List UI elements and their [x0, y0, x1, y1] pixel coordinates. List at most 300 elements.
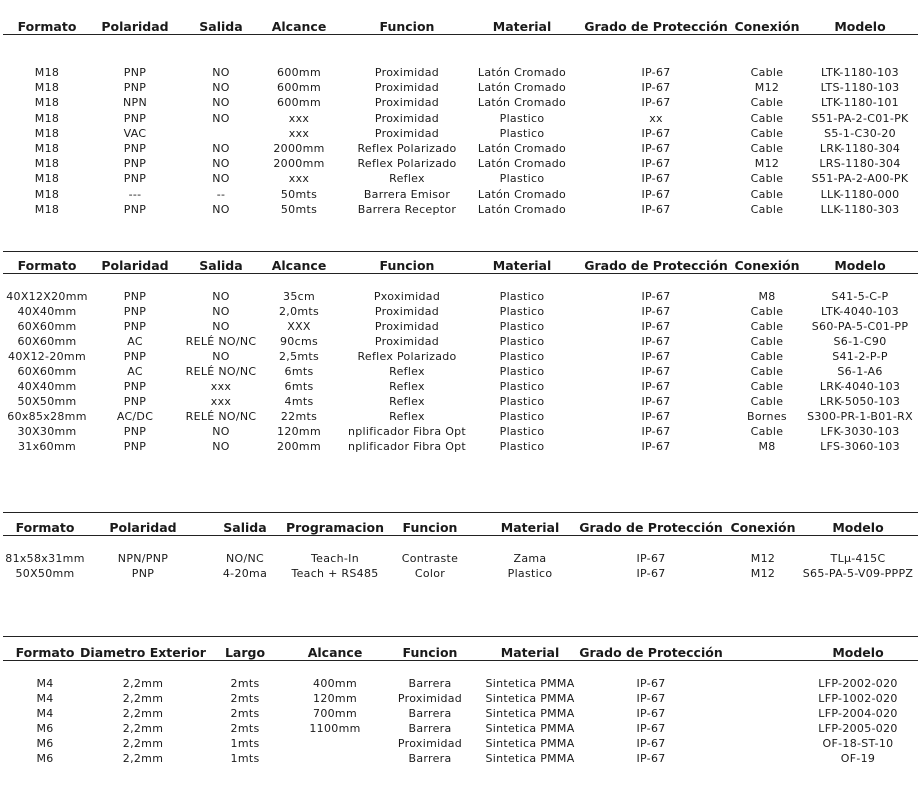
table-cell: LFS-3060-103: [820, 440, 900, 453]
table-cell: NO: [212, 320, 230, 333]
table-cell: IP-67: [641, 157, 671, 171]
table-cell: 2mts: [230, 707, 260, 720]
table-cell: Proximidad: [374, 305, 440, 318]
table-cell: LRK-1180-304: [819, 142, 901, 155]
table-cell: LFP-2004-020: [818, 707, 898, 720]
table-cell: Cable: [750, 187, 784, 201]
table-cell: NO: [212, 66, 230, 79]
table-cell: 50X50mm: [15, 567, 75, 580]
table-cell: Cable: [750, 335, 784, 348]
column-header: Modelo: [832, 645, 884, 660]
table-cell: Latón Cromado: [477, 96, 567, 110]
table-cell: Contraste: [401, 552, 459, 565]
table-header-row: [0, 19, 918, 35]
table-cell: PNP: [131, 567, 155, 580]
table-cell: 600mm: [277, 66, 321, 79]
column-header: Conexión: [730, 520, 796, 535]
table-cell: IP-67: [641, 425, 671, 438]
table-cell: Proximidad: [374, 111, 440, 125]
table-cell: 60X60mm: [17, 335, 77, 348]
table-cell: Cable: [750, 202, 784, 216]
table-cell: NO: [212, 142, 230, 155]
table-cell: Proximidad: [397, 737, 463, 750]
table-cell: IP-67: [641, 350, 671, 363]
table-cell: VAC: [123, 126, 147, 140]
table-cell: M6: [36, 722, 54, 735]
table-cell: S6-1-A6: [837, 365, 883, 378]
table-cell: Proximidad: [374, 66, 440, 79]
column-header: Grado de Protección: [584, 19, 728, 34]
table-cell: 200mm: [277, 440, 321, 453]
table-cell: IP-67: [641, 410, 671, 423]
table-cell: RELÉ NO/NC: [185, 335, 257, 348]
table-cell: 1mts: [230, 752, 260, 765]
table-cell: 2000mm: [273, 142, 325, 155]
table-header-row: [0, 520, 918, 536]
table-row: [0, 752, 918, 767]
table-cell: Plastico: [499, 335, 545, 348]
table-cell: 40X12-20mm: [8, 350, 86, 363]
table-cell: 22mts: [280, 410, 318, 423]
table-cell: Reflex Polarizado: [357, 350, 457, 363]
table-cell: LTK-1180-103: [821, 66, 899, 79]
column-header: Conexión: [734, 19, 800, 34]
table-cell: S300-PR-1-B01-RX: [807, 410, 913, 423]
table-cell: M12: [750, 567, 776, 580]
table-cell: NO: [212, 157, 230, 171]
column-header: Modelo: [834, 258, 886, 273]
table-cell: Reflex: [389, 410, 425, 423]
table-cell: Plastico: [499, 172, 545, 186]
table-cell: OF-19: [840, 752, 876, 765]
table-cell: 35cm: [283, 290, 315, 303]
table-cell: PNP: [123, 172, 147, 186]
table-cell: NO: [212, 81, 230, 95]
table-cell: IP-67: [641, 142, 671, 155]
table-row: [0, 305, 918, 320]
table-cell: XXX: [287, 320, 311, 333]
table-cell: PNP: [123, 157, 147, 171]
column-header: Funcion: [402, 645, 458, 660]
table-cell: Cable: [750, 380, 784, 393]
table-cell: Cable: [750, 425, 784, 438]
table-row: [0, 410, 918, 425]
table-cell: 2,2mm: [122, 737, 164, 750]
table-cell: 2,2mm: [122, 707, 164, 720]
table-cell: RELÉ NO/NC: [185, 365, 257, 378]
table-cell: IP-67: [636, 692, 666, 705]
table-cell: Reflex: [389, 365, 425, 378]
column-header: Material: [500, 645, 560, 660]
table-cell: Sintetica PMMA: [485, 752, 575, 765]
table-cell: IP-67: [636, 677, 666, 690]
table-cell: PNP: [123, 81, 147, 95]
table-cell: S60-PA-5-C01-PP: [811, 320, 909, 333]
table-cell: Latón Cromado: [477, 142, 567, 155]
table-cell: NO: [212, 350, 230, 363]
table-cell: IP-67: [641, 126, 671, 140]
table-cell: Barrera: [408, 707, 452, 720]
table-cell: 120mm: [313, 692, 357, 705]
table-cell: nplificador Fibra Opt: [347, 425, 467, 438]
column-header: Grado de Protección: [579, 645, 723, 660]
table-cell: Plastico: [499, 410, 545, 423]
table-cell: Reflex: [389, 395, 425, 408]
column-header: Funcion: [402, 520, 458, 535]
table-cell: IP-67: [641, 187, 671, 201]
table-cell: IP-67: [641, 305, 671, 318]
table-cell: Plastico: [499, 126, 545, 140]
table-header-row: [0, 645, 918, 661]
table-cell: M18: [34, 66, 60, 79]
table-cell: Barrera: [408, 752, 452, 765]
table-row: [0, 567, 918, 582]
table-cell: S65-PA-5-V09-PPPZ: [802, 567, 914, 580]
table-cell: --: [216, 187, 226, 201]
table-cell: M18: [34, 111, 60, 125]
table-cell: M8: [758, 290, 776, 303]
column-header: Material: [500, 520, 560, 535]
table-cell: S5-1-C30-20: [824, 126, 896, 140]
table-cell: Proximidad: [374, 81, 440, 95]
table-cell: LRS-1180-304: [819, 157, 901, 171]
table-cell: xxx: [210, 380, 232, 393]
table-cell: xxx: [288, 111, 310, 125]
table-cell: 2,2mm: [122, 677, 164, 690]
table-cell: LLK-1180-303: [820, 202, 900, 216]
column-header: Salida: [199, 258, 243, 273]
table-cell: M4: [36, 677, 54, 690]
table-cell: NO: [212, 96, 230, 110]
table-divider: [3, 251, 918, 252]
table-cell: 2mts: [230, 692, 260, 705]
table-cell: 90cms: [280, 335, 318, 348]
table-cell: Cable: [750, 395, 784, 408]
table-cell: Teach + RS485: [291, 567, 379, 580]
table-cell: 120mm: [277, 425, 321, 438]
table-cell: M18: [34, 142, 60, 155]
column-header: Formato: [15, 645, 75, 660]
table-cell: Bornes: [747, 410, 787, 423]
table-cell: AC: [127, 335, 143, 348]
table-cell: IP-67: [641, 320, 671, 333]
table-cell: LTK-4040-103: [821, 305, 899, 318]
table-row: [0, 157, 918, 172]
column-header: Modelo: [834, 19, 886, 34]
column-header: Diametro Exterior: [80, 645, 206, 660]
table-cell: PNP: [123, 440, 147, 453]
table-cell: PNP: [123, 305, 147, 318]
table-cell: M18: [34, 126, 60, 140]
table-row: [0, 552, 918, 567]
table-cell: ---: [128, 187, 142, 201]
table-divider: [3, 512, 918, 513]
table-row: [0, 440, 918, 455]
table-cell: Plastico: [499, 320, 545, 333]
table-cell: Sintetica PMMA: [485, 737, 575, 750]
column-header: Grado de Protección: [584, 258, 728, 273]
table-cell: M8: [758, 440, 776, 453]
table-cell: 6mts: [284, 380, 314, 393]
table-row: [0, 395, 918, 410]
column-header: Conexión: [734, 258, 800, 273]
column-header: Formato: [15, 520, 75, 535]
column-header: Funcion: [379, 19, 435, 34]
table-cell: LLK-1180-000: [820, 187, 900, 201]
column-header: Polaridad: [101, 19, 169, 34]
table-cell: IP-67: [641, 395, 671, 408]
table-cell: NPN/PNP: [117, 552, 169, 565]
table-cell: Proximidad: [397, 692, 463, 705]
table-cell: M18: [34, 187, 60, 201]
table-cell: 2,0mts: [278, 305, 320, 318]
table-cell: LTS-1180-103: [820, 81, 900, 95]
table-cell: Reflex Polarizado: [357, 157, 457, 171]
table-cell: Reflex: [389, 172, 425, 186]
table-cell: Reflex: [389, 380, 425, 393]
table-cell: Plastico: [499, 111, 545, 125]
table-cell: Teach-In: [311, 552, 359, 565]
table-cell: 60X60mm: [17, 320, 77, 333]
table-cell: IP-67: [636, 552, 666, 565]
table-cell: S41-2-P-P: [832, 350, 888, 363]
column-header: Material: [492, 19, 552, 34]
table-cell: Cable: [750, 126, 784, 140]
table-cell: M18: [34, 172, 60, 186]
table-row: [0, 96, 918, 111]
table-cell: IP-67: [636, 567, 666, 580]
table-cell: NO: [212, 172, 230, 186]
table-cell: S51-PA-2-A00-PK: [811, 172, 909, 186]
table-cell: Pxoximidad: [373, 290, 441, 303]
table-cell: PNP: [123, 395, 147, 408]
table-cell: Plastico: [499, 305, 545, 318]
table-cell: Plastico: [499, 290, 545, 303]
table-cell: Proximidad: [374, 96, 440, 110]
table-cell: 6mts: [284, 365, 314, 378]
table-cell: PNP: [123, 320, 147, 333]
table-cell: PNP: [123, 111, 147, 125]
table-cell: M18: [34, 81, 60, 95]
table-cell: Latón Cromado: [477, 81, 567, 95]
table-cell: NO/NC: [225, 552, 265, 565]
table-cell: 50mts: [280, 202, 318, 216]
column-header: Formato: [17, 258, 77, 273]
table-cell: Plastico: [499, 365, 545, 378]
table-cell: M6: [36, 737, 54, 750]
table-cell: 4mts: [284, 395, 314, 408]
table-cell: Barrera Receptor: [357, 202, 457, 216]
column-header: Programacion: [285, 520, 385, 535]
table-cell: NPN: [123, 96, 147, 110]
table-row: [0, 142, 918, 157]
table-cell: Plastico: [499, 380, 545, 393]
table-cell: Barrera: [408, 722, 452, 735]
table-cell: 60x85x28mm: [7, 410, 87, 423]
table-cell: LRK-4040-103: [819, 380, 901, 393]
table-cell: M4: [36, 692, 54, 705]
table-row: [0, 692, 918, 707]
column-header: Alcance: [271, 19, 327, 34]
table-cell: Plastico: [507, 567, 553, 580]
table-cell: NO: [212, 290, 230, 303]
table-cell: S41-5-C-P: [831, 290, 889, 303]
column-header: Formato: [17, 19, 77, 34]
table-cell: Sintetica PMMA: [485, 707, 575, 720]
column-header: Funcion: [379, 258, 435, 273]
table-cell: IP-67: [636, 707, 666, 720]
table-cell: 600mm: [277, 81, 321, 95]
table-row: [0, 66, 918, 81]
table-cell: M4: [36, 707, 54, 720]
table-row: [0, 127, 918, 142]
table-cell: LFK-3030-103: [820, 425, 900, 438]
table-cell: Barrera: [408, 677, 452, 690]
table-cell: PNP: [123, 350, 147, 363]
table-cell: 40X12X20mm: [6, 290, 88, 303]
table-cell: 2,2mm: [122, 722, 164, 735]
table-cell: AC: [127, 365, 143, 378]
table-cell: 600mm: [277, 96, 321, 110]
table-cell: Cable: [750, 66, 784, 79]
table-cell: LTK-1180-101: [821, 96, 899, 110]
table-cell: Plastico: [499, 350, 545, 363]
table-cell: Latón Cromado: [477, 157, 567, 171]
table-row: [0, 350, 918, 365]
table-cell: Color: [414, 567, 446, 580]
table-cell: 50mts: [280, 187, 318, 201]
table-row: [0, 112, 918, 127]
table-cell: M12: [750, 552, 776, 565]
table-row: [0, 722, 918, 737]
table-row: [0, 737, 918, 752]
table-cell: IP-67: [641, 440, 671, 453]
table-cell: NO: [212, 425, 230, 438]
table-cell: Sintetica PMMA: [485, 722, 575, 735]
table-row: [0, 203, 918, 218]
table-cell: 2000mm: [273, 157, 325, 171]
table-cell: IP-67: [641, 290, 671, 303]
table-cell: Cable: [750, 365, 784, 378]
table-cell: 2,2mm: [122, 692, 164, 705]
table-cell: Barrera Emisor: [363, 187, 451, 201]
table-cell: Plastico: [499, 425, 545, 438]
table-cell: LFP-2002-020: [818, 677, 898, 690]
table-cell: Cable: [750, 305, 784, 318]
table-cell: TLμ-415C: [830, 552, 886, 565]
table-cell: Proximidad: [374, 126, 440, 140]
table-cell: LRK-5050-103: [819, 395, 901, 408]
table-cell: 50X50mm: [17, 395, 77, 408]
table-cell: 30X30mm: [17, 425, 77, 438]
table-cell: Cable: [750, 142, 784, 155]
table-cell: LFP-2005-020: [818, 722, 898, 735]
table-cell: Cable: [750, 96, 784, 110]
table-cell: Plastico: [499, 395, 545, 408]
table-cell: PNP: [123, 142, 147, 155]
table-cell: IP-67: [636, 722, 666, 735]
table-row: [0, 425, 918, 440]
column-header: Salida: [199, 19, 243, 34]
column-header: Modelo: [832, 520, 884, 535]
table-row: [0, 188, 918, 203]
table-cell: Sintetica PMMA: [485, 677, 575, 690]
table-cell: M18: [34, 157, 60, 171]
table-cell: PNP: [123, 202, 147, 216]
table-cell: Latón Cromado: [477, 202, 567, 216]
table-cell: IP-67: [641, 202, 671, 216]
table-cell: xxx: [210, 395, 232, 408]
table-row: [0, 380, 918, 395]
table-cell: Sintetica PMMA: [485, 692, 575, 705]
table-cell: 1100mm: [309, 722, 361, 735]
table-cell: Cable: [750, 111, 784, 125]
table-cell: IP-67: [641, 335, 671, 348]
table-cell: Proximidad: [374, 335, 440, 348]
table-cell: M6: [36, 752, 54, 765]
table-row: [0, 677, 918, 692]
table-cell: 31x60mm: [17, 440, 77, 453]
column-header: Material: [492, 258, 552, 273]
table-cell: LFP-1002-020: [818, 692, 898, 705]
table-cell: Cable: [750, 320, 784, 333]
table-row: [0, 365, 918, 380]
table-cell: xxx: [288, 126, 310, 140]
table-row: [0, 172, 918, 187]
table-cell: 2,2mm: [122, 752, 164, 765]
table-cell: IP-67: [641, 81, 671, 95]
table-cell: 60X60mm: [17, 365, 77, 378]
table-row: [0, 81, 918, 96]
table-cell: 700mm: [313, 707, 357, 720]
table-cell: PNP: [123, 290, 147, 303]
table-cell: IP-67: [641, 365, 671, 378]
table-cell: Latón Cromado: [477, 187, 567, 201]
table-row: [0, 335, 918, 350]
table-cell: 81x58x31mm: [5, 552, 85, 565]
table-cell: IP-67: [641, 66, 671, 79]
table-cell: S6-1-C90: [833, 335, 887, 348]
table-cell: M12: [754, 157, 780, 171]
table-cell: RELÉ NO/NC: [185, 410, 257, 423]
table-cell: Reflex Polarizado: [357, 142, 457, 155]
table-cell: Proximidad: [374, 320, 440, 333]
table-cell: 2mts: [230, 722, 260, 735]
table-cell: PNP: [123, 425, 147, 438]
table-row: [0, 320, 918, 335]
table-cell: Latón Cromado: [477, 66, 567, 79]
table-cell: IP-67: [636, 737, 666, 750]
table-cell: PNP: [123, 380, 147, 393]
table-row: [0, 707, 918, 722]
column-header: Alcance: [307, 645, 363, 660]
table-cell: IP-67: [636, 752, 666, 765]
column-header: Polaridad: [101, 258, 169, 273]
table-cell: NO: [212, 202, 230, 216]
column-header: Alcance: [271, 258, 327, 273]
table-cell: NO: [212, 305, 230, 318]
table-cell: OF-18-ST-10: [822, 737, 894, 750]
table-cell: PNP: [123, 66, 147, 79]
column-header: Polaridad: [109, 520, 177, 535]
table-cell: 2,5mts: [278, 350, 320, 363]
table-cell: xx: [649, 111, 663, 125]
table-cell: Plastico: [499, 440, 545, 453]
table-cell: nplificador Fibra Opt: [347, 440, 467, 453]
table-cell: IP-67: [641, 380, 671, 393]
table-cell: 40X40mm: [17, 380, 77, 393]
column-header: Salida: [223, 520, 267, 535]
